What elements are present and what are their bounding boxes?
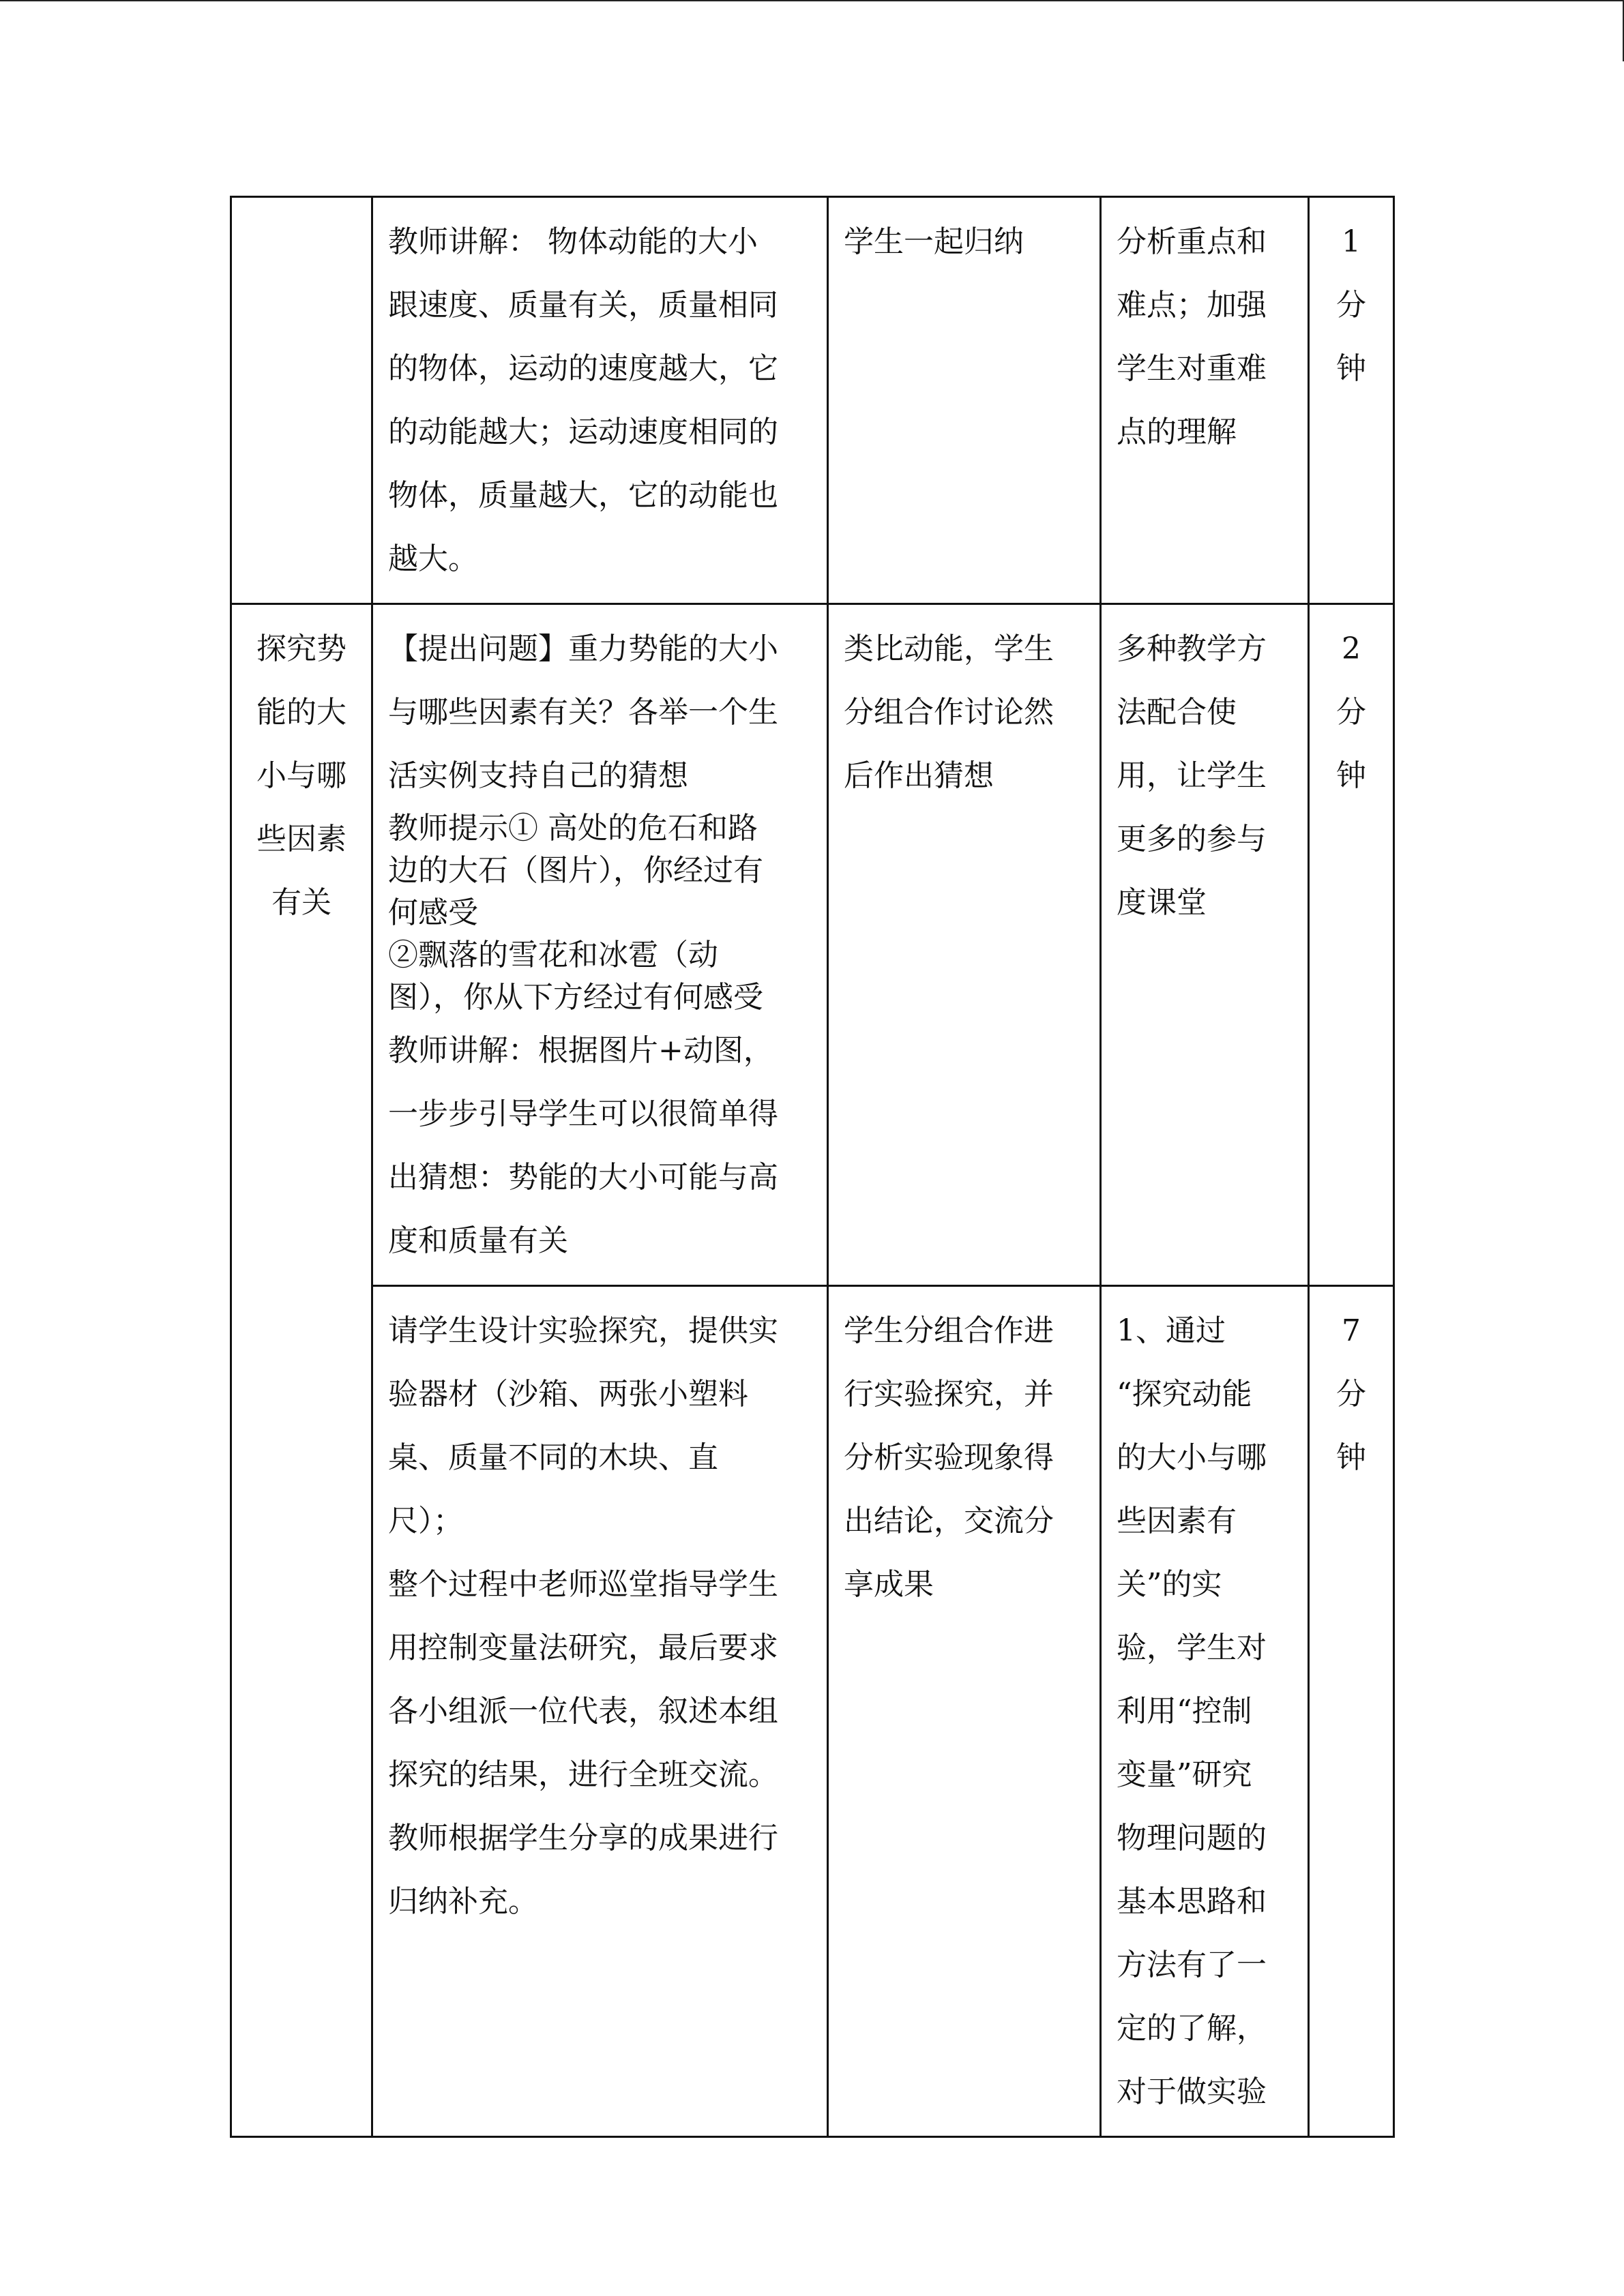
text-line: 分	[1336, 288, 1366, 323]
teacher-activity-cell	[372, 197, 828, 604]
text-line: 【提出问题】重力势能的大小	[388, 631, 778, 666]
text-line: 边的大石（图片），你经过有	[388, 853, 763, 888]
text-line: 何感受	[388, 895, 478, 930]
table-row	[231, 604, 1394, 1286]
text-line: 归纳补充。	[388, 1884, 538, 1919]
text-line: 用，让学生	[1117, 758, 1267, 793]
table-row	[231, 197, 1394, 604]
text-line: 有关	[271, 885, 331, 920]
text-line: 方法有了一	[1117, 1948, 1267, 1982]
text-line: 尺）；	[388, 1504, 463, 1538]
text-line: 跟速度、质量有关，质量相同	[388, 288, 778, 323]
text-line: 度课堂	[1117, 885, 1207, 920]
text-line: 1	[1342, 224, 1361, 259]
text-line: 些因素有	[1117, 1504, 1237, 1538]
text-line: 的动能越大；运动速度相同的	[388, 415, 778, 449]
text-line: 分	[1336, 1377, 1366, 1412]
text-line: 桌、质量不同的木块、直	[388, 1440, 718, 1475]
text-line: 物理问题的	[1117, 1821, 1267, 1855]
text-line: 度和质量有关	[388, 1223, 568, 1258]
text-line: 更多的参与	[1117, 822, 1267, 856]
text-line: “探究动能	[1117, 1377, 1252, 1412]
text-line: 验，学生对	[1117, 1630, 1267, 1665]
text-line: 物体，质量越大，它的动能也	[388, 478, 778, 513]
text-line: 后作出猜想	[844, 758, 994, 793]
student-activity-cell	[828, 1286, 1101, 2137]
time-cell	[1309, 1286, 1394, 2137]
text-line: 的大小与哪	[1117, 1440, 1267, 1475]
text-line: 出猜想：势能的大小可能与高	[388, 1160, 778, 1195]
teacher-activity-cell	[372, 604, 828, 1286]
stage-cell	[231, 197, 372, 604]
design-purpose-cell	[1101, 604, 1309, 1286]
text-line: ②飘落的雪花和冰雹（动	[388, 938, 718, 972]
text-line: 7	[1342, 1313, 1361, 1348]
text-line: 图），你从下方经过有何感受	[388, 980, 763, 1015]
text-line: 分	[1336, 695, 1366, 730]
text-line: 验器材（沙箱、两张小塑料	[388, 1377, 748, 1412]
text-line: 用控制变量法研究，最后要求	[388, 1630, 778, 1665]
student-activity-cell	[828, 604, 1101, 1286]
text-line: 类比动能，学生	[844, 631, 1054, 666]
time-cell	[1309, 197, 1394, 604]
stage-cell	[231, 604, 372, 2137]
design-purpose-cell	[1101, 197, 1309, 604]
text-line: 1、通过	[1117, 1313, 1226, 1348]
text-line: 分析实验现象得	[844, 1440, 1054, 1475]
text-line: 教师讲解： 物体动能的大小	[388, 224, 758, 259]
text-line: 越大。	[388, 541, 478, 576]
text-line: 探究的结果，进行全班交流。	[388, 1757, 778, 1792]
text-line: 多种教学方	[1117, 631, 1267, 666]
text-line: 的物体，运动的速度越大，它	[388, 351, 778, 386]
table-row	[231, 1286, 1394, 2137]
text-line: 教师根据学生分享的成果进行	[388, 1821, 778, 1855]
text-line: 能的大	[256, 695, 346, 730]
text-line: 钟	[1336, 351, 1366, 386]
text-line: 各小组派一位代表，叙述本组	[388, 1694, 778, 1729]
text-line: 定的了解，	[1117, 2011, 1267, 2046]
text-line: 钟	[1336, 758, 1366, 793]
text-line: 出结论，交流分	[844, 1504, 1054, 1538]
teacher-hint-block	[388, 807, 812, 1019]
text-line: 利用“控制	[1117, 1694, 1252, 1729]
text-line: 整个过程中老师巡堂指导学生	[388, 1567, 778, 1602]
text-line: 学生对重难	[1117, 351, 1267, 386]
text-line: 教师提示① 高处的危石和路	[388, 811, 758, 846]
text-line: 些因素	[256, 822, 346, 856]
lesson-plan-table	[230, 196, 1395, 2138]
text-line: 2	[1342, 631, 1361, 666]
text-line: 关”的实	[1117, 1567, 1222, 1602]
time-cell	[1309, 604, 1394, 1286]
text-line: 法配合使	[1117, 695, 1237, 730]
text-line: 与哪些因素有关？各举一个生	[388, 695, 778, 730]
text-line: 探究势	[256, 631, 346, 666]
text-line: 点的理解	[1117, 415, 1237, 449]
text-line: 钟	[1336, 1440, 1366, 1475]
page-top-border	[0, 0, 1624, 1]
text-line: 活实例支持自己的猜想	[388, 758, 688, 793]
text-line: 学生分组合作进	[844, 1313, 1054, 1348]
text-line: 行实验探究，并	[844, 1377, 1054, 1412]
text-line: 享成果	[844, 1567, 934, 1602]
design-purpose-cell	[1101, 1286, 1309, 2137]
text-line: 学生一起归纳	[844, 224, 1024, 259]
text-line: 变量”研究	[1117, 1757, 1252, 1792]
text-line: 一步步引导学生可以很简单得	[388, 1097, 778, 1131]
text-line: 难点；加强	[1117, 288, 1267, 323]
student-activity-cell	[828, 197, 1101, 604]
text-line: 请学生设计实验探究，提供实	[388, 1313, 778, 1348]
text-line: 小与哪	[256, 758, 346, 793]
text-line: 对于做实验	[1117, 2074, 1267, 2109]
text-line: 基本思路和	[1117, 1884, 1267, 1919]
text-line: 分组合作讨论然	[844, 695, 1054, 730]
teacher-activity-cell	[372, 1286, 828, 2137]
text-line: 教师讲解：根据图片+动图，	[388, 1033, 773, 1068]
text-line: 分析重点和	[1117, 224, 1267, 259]
